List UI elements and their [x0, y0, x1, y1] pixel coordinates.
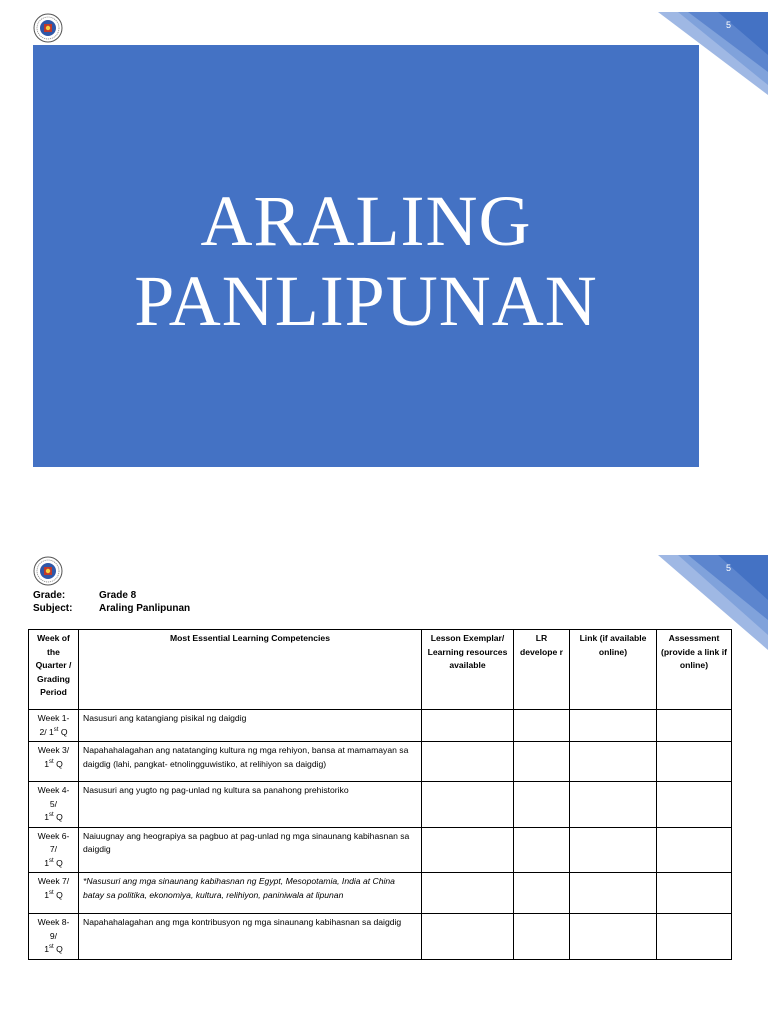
assessment-cell — [657, 742, 732, 782]
competency-cell: Napahahalagahan ang mga kontribusyon ng mga sinaunang kabihasnan sa daigdig — [79, 914, 422, 960]
deped-seal-icon — [33, 13, 63, 43]
table-row — [29, 742, 732, 782]
header-assessment: Assessment (provide a link if online) — [657, 630, 732, 710]
grade-value: Grade 8 — [99, 590, 137, 601]
table-row — [29, 873, 732, 914]
lr-cell — [514, 742, 570, 782]
header-link: Link (if available online) — [570, 630, 657, 710]
competency-cell: Napahahalagahan ang natatanging kultura ng mga rehiyon, bansa at mamamayan sa daigdig (lahi, pangkat- etnolingguwistiko, at relihiyon sa daigdig) — [79, 742, 422, 782]
link-cell — [570, 873, 657, 914]
link-cell — [570, 710, 657, 742]
lr-cell — [514, 782, 570, 828]
lesson-cell — [422, 782, 514, 828]
week-cell: Week 6- 7/ 1st Q — [29, 827, 79, 873]
lr-cell — [514, 710, 570, 742]
link-cell — [570, 827, 657, 873]
lesson-cell — [422, 914, 514, 960]
deped-seal-icon — [33, 556, 63, 586]
lesson-cell — [422, 873, 514, 914]
title-line-2: PANLIPUNAN — [134, 261, 598, 341]
assessment-cell — [657, 827, 732, 873]
assessment-cell — [657, 710, 732, 742]
header-week: Week of the Quarter / Grading Period — [29, 630, 79, 710]
week-cell: Week 7/ 1st Q — [29, 873, 79, 914]
week-cell: Week 8- 9/ 1st Q — [29, 914, 79, 960]
subject-value: Araling Panlipunan — [99, 603, 191, 614]
competencies-table — [28, 629, 732, 960]
assessment-cell — [657, 914, 732, 960]
header-lr-developer: LR develope r — [514, 630, 570, 710]
link-cell — [570, 782, 657, 828]
table-row — [29, 914, 732, 960]
assessment-cell — [657, 873, 732, 914]
week-cell: Week 1- 2/ 1st Q — [29, 710, 79, 742]
page-number: 5 — [726, 563, 732, 573]
table-row — [29, 710, 732, 742]
competency-cell: Naiuugnay ang heograpiya sa pagbuo at pag-unlad ng mga sinaunang kabihasnan sa daigdig — [79, 827, 422, 873]
lr-cell — [514, 827, 570, 873]
page-number: 5 — [726, 20, 732, 30]
header-lesson-exemplar: Lesson Exemplar/ Learning resources available — [422, 630, 514, 710]
grade-label: Grade: — [33, 590, 66, 601]
week-cell: Week 3/ 1st Q — [29, 742, 79, 782]
lesson-cell — [422, 710, 514, 742]
table-row — [29, 782, 732, 828]
competency-cell: Nasusuri ang yugto ng pag-unlad ng kultura sa panahong prehistoriko — [79, 782, 422, 828]
title-line-1: ARALING — [200, 181, 532, 261]
lr-cell — [514, 873, 570, 914]
subject-label: Subject: — [33, 603, 73, 614]
lesson-cell — [422, 742, 514, 782]
link-cell — [570, 742, 657, 782]
header-competencies: Most Essential Learning Competencies — [79, 630, 422, 710]
table-row — [29, 827, 732, 873]
assessment-cell — [657, 782, 732, 828]
competency-cell: Nasusuri ang katangiang pisikal ng daigdig — [79, 710, 422, 742]
lesson-cell — [422, 827, 514, 873]
link-cell — [570, 914, 657, 960]
table-header-row — [29, 630, 732, 710]
competency-cell: *Nasusuri ang mga sinaunang kabihasnan ng Egypt, Mesopotamia, India at China batay sa politika, ekonomiya, kultura, relihiyon, paniniwala at lipunan — [79, 873, 422, 914]
mel-table-slide — [0, 512, 768, 1024]
lr-cell — [514, 914, 570, 960]
week-cell: Week 4- 5/ 1st Q — [29, 782, 79, 828]
title-banner — [33, 45, 699, 467]
